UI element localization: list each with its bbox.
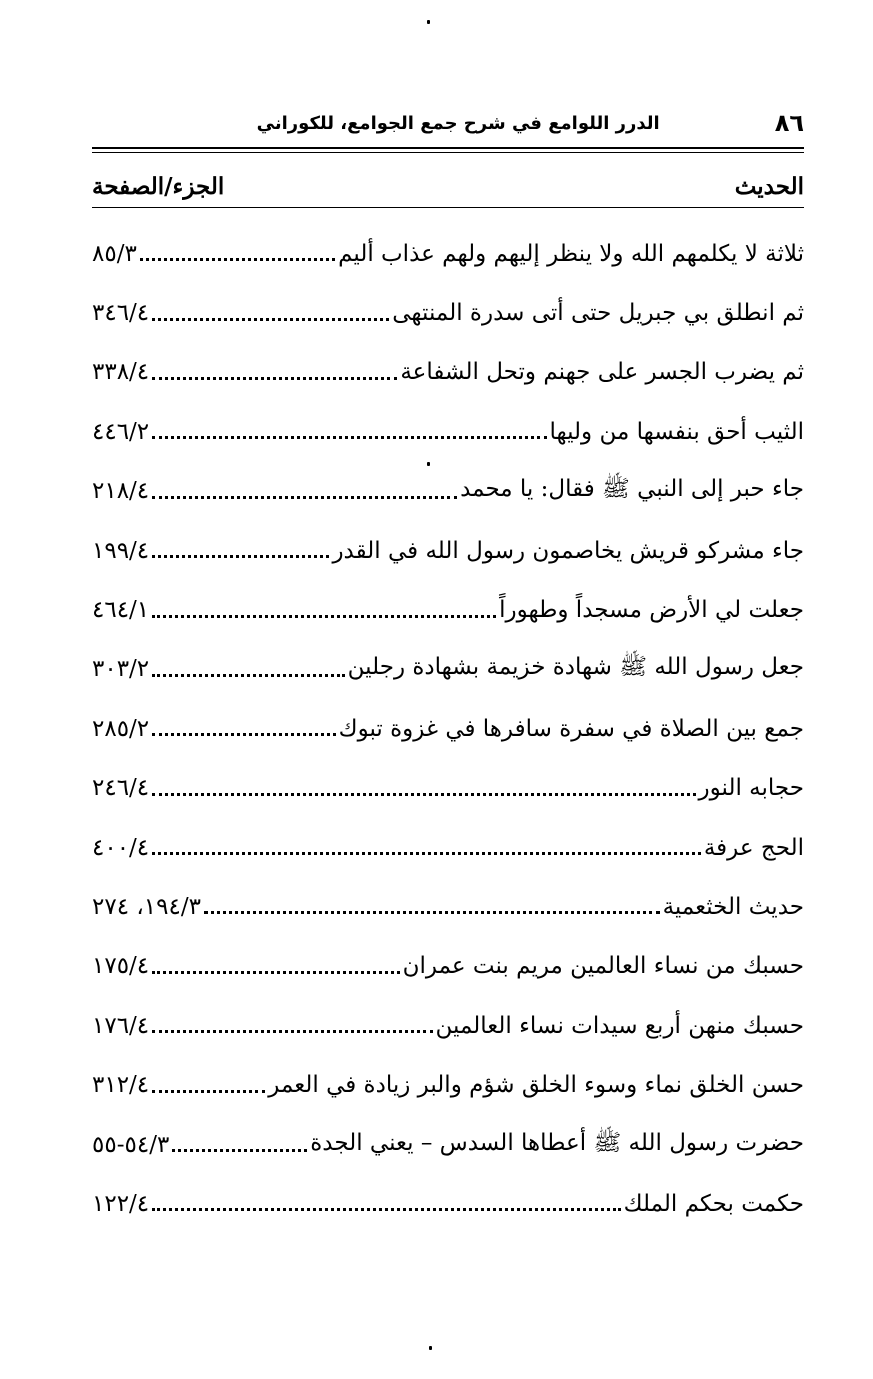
header-rule-thick (92, 147, 804, 149)
header-rule-thin (92, 152, 804, 153)
column-header (92, 168, 804, 204)
entry-reference: ٣١٢/٤ (92, 1072, 150, 1099)
index-entry (92, 580, 804, 639)
entry-text: ثم انطلق بي جبريل حتى أتى سدرة المنتهى (392, 300, 804, 327)
entry-text: جعلت لي الأرض مسجداً وطهوراً (499, 597, 804, 624)
dot-leader (172, 1133, 307, 1156)
running-header (92, 106, 804, 140)
dot-leader (152, 1014, 432, 1037)
column-header-rule (92, 207, 804, 208)
entry-reference: ٤٦٤/١ (92, 597, 150, 624)
entry-reference: ٢٨٥/٢ (92, 715, 150, 742)
index-entry (92, 402, 804, 461)
index-entry (92, 1174, 804, 1233)
entry-reference: ٣٣٨/٤ (92, 359, 150, 386)
entry-reference: ٣٤٦/٤ (92, 300, 150, 327)
dot-leader (152, 1074, 265, 1097)
entry-reference: ١٢٢/٤ (92, 1190, 150, 1217)
index-entry (92, 283, 804, 342)
hadith-index-list (92, 224, 804, 1234)
entry-text: جمع بين الصلاة في سفرة سافرها في غزوة تبوك (338, 715, 804, 742)
entry-text: حسبك من نساء العالمين مريم بنت عمران (402, 953, 804, 980)
index-entry (92, 937, 804, 996)
dot-leader (152, 539, 329, 562)
entry-text: حديث الخثعمية (662, 893, 804, 920)
dot-leader (152, 302, 389, 325)
dot-leader (152, 1192, 620, 1215)
entry-text: حسن الخلق نماء وسوء الخلق شؤم والبر زيادة في العمر (268, 1072, 804, 1099)
entry-reference: ٥٤/٣-٥٥ (92, 1131, 170, 1158)
index-entry (92, 699, 804, 758)
dot-leader (152, 480, 457, 503)
entry-text: جعل رسول الله ﷺ شهادة خزيمة بشهادة رجلين (347, 654, 804, 681)
scan-speck (427, 462, 430, 466)
entry-reference: ٤٠٠/٤ (92, 834, 150, 861)
entry-reference: ٢١٨/٤ (92, 478, 150, 505)
entry-reference: ١٧٥/٤ (92, 953, 150, 980)
dot-leader (152, 717, 335, 740)
index-page (92, 0, 804, 1379)
page-number: ٨٦ (774, 109, 804, 137)
entry-text: حسبك منهن أربع سيدات نساء العالمين (435, 1012, 804, 1039)
dot-leader (140, 242, 335, 265)
column-volume-page-label: الجزء/الصفحة (92, 172, 225, 200)
index-entry (92, 877, 804, 936)
scan-speck (427, 20, 430, 24)
entry-text: الثيب أحق بنفسها من وليها (549, 418, 804, 445)
entry-text: حضرت رسول الله ﷺ أعطاها السدس – يعني الجدة (310, 1129, 804, 1156)
dot-leader (152, 836, 701, 859)
dot-leader (152, 420, 546, 443)
entry-text: حجابه النور (698, 775, 804, 802)
entry-reference: ١٩٤/٣، ٢٧٤ (92, 893, 201, 920)
index-entry (92, 1115, 804, 1174)
dot-leader (152, 599, 496, 622)
entry-reference: ٨٥/٣ (92, 240, 137, 267)
scan-speck (429, 1346, 432, 1350)
index-entry (92, 759, 804, 818)
column-hadith-label: الحديث (734, 172, 804, 200)
index-entry (92, 640, 804, 699)
entry-text: ثم يضرب الجسر على جهنم وتحل الشفاعة (400, 359, 804, 386)
dot-leader (152, 955, 399, 978)
entry-reference: ٢٤٦/٤ (92, 775, 150, 802)
index-entry (92, 224, 804, 283)
entry-reference: ١٩٩/٤ (92, 537, 150, 564)
entry-reference: ١٧٦/٤ (92, 1012, 150, 1039)
entry-reference: ٣٠٣/٢ (92, 656, 150, 683)
index-entry (92, 818, 804, 877)
entry-text: حكمت بحكم الملك (623, 1190, 804, 1217)
book-title: الدرر اللوامع في شرح جمع الجوامع، للكوراني (256, 112, 660, 134)
entry-text: جاء مشركو قريش يخاصمون رسول الله في القدر (332, 537, 804, 564)
index-entry (92, 343, 804, 402)
dot-leader (152, 777, 695, 800)
dot-leader (152, 361, 397, 384)
index-entry (92, 462, 804, 521)
index-entry (92, 996, 804, 1055)
index-entry (92, 521, 804, 580)
index-entry (92, 1055, 804, 1114)
entry-text: ثلاثة لا يكلمهم الله ولا ينظر إليهم ولهم عذاب أليم (338, 240, 804, 267)
dot-leader (204, 895, 660, 918)
dot-leader (152, 658, 345, 681)
entry-text: الحج عرفة (703, 834, 804, 861)
entry-reference: ٤٤٦/٢ (92, 418, 150, 445)
entry-text: جاء حبر إلى النبي ﷺ فقال: يا محمد (460, 476, 804, 503)
